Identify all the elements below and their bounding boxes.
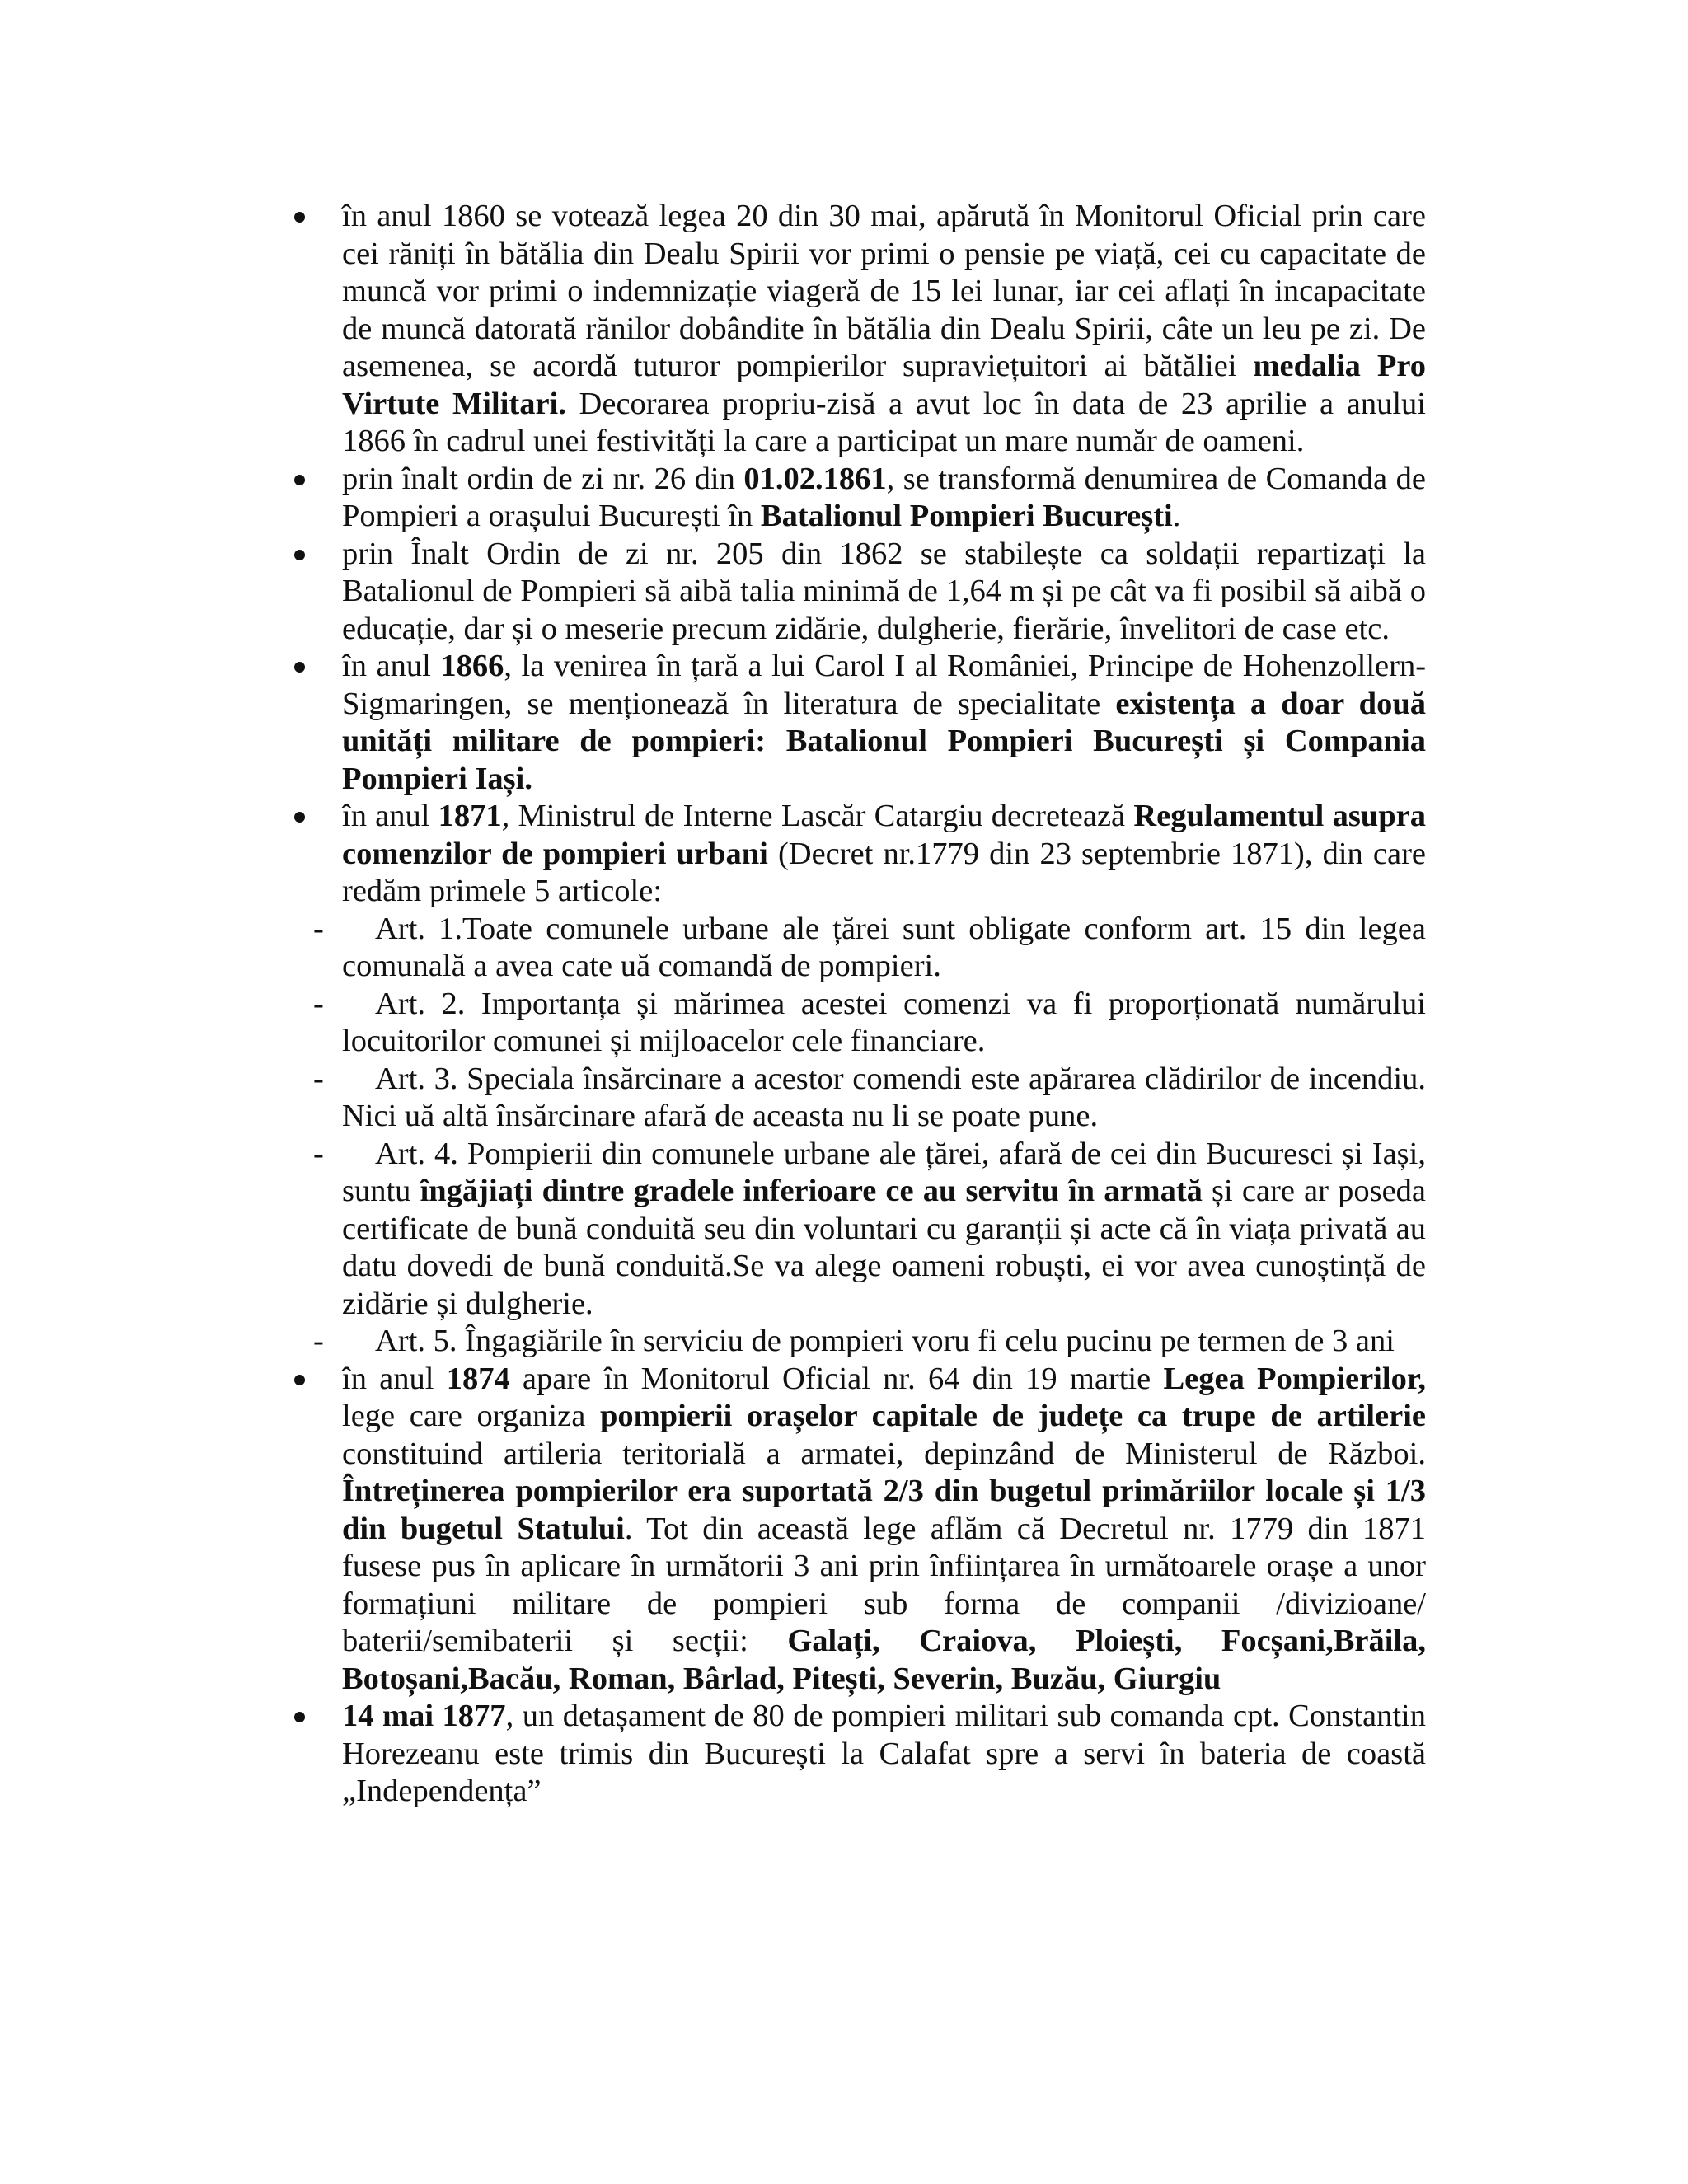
bullet-item (288, 198, 1426, 461)
text-run: constituind artileria teritorială a armatei, depinzând de Ministerul de Război. (342, 1436, 1426, 1471)
text-run: în anul 1860 se votează legea 20 din 30 mai, apărută în Monitorul Oficial prin care cei răniți în bătălia din Dealu Spirii vor primi o pensie pe viață, cei cu capacitate de muncă vor primi o indemnizație viageră de 15 lei lunar, iar cei aflați în incapacitate de muncă datorată rănilor dobândite în bătălia din Dealu Spirii, câte un leu pe zi. De asemenea, se acordă tuturor pompierilor supraviețuitori ai bătăliei (342, 199, 1426, 383)
bold-text: 14 mai 1877 (342, 1699, 506, 1733)
bold-text: îngăjiați dintre gradele inferioare ce au servitu în armată (420, 1174, 1203, 1208)
text-run: . Tot din această lege aflăm că Decretul nr. 1779 din 1871 fusese pus în aplicare în următorii 3 ani prin înființarea în următoarele orașe a unor formațiuni militare de pompieri sub forma de companii /divizioane/ baterii/semibaterii și secții: (342, 1511, 1426, 1658)
bold-text: Întreținerea pompierilor era suportată 2/3 din bugetul primăriilor locale și 1/3 din bugetul Statului (342, 1474, 1426, 1546)
bold-text: Legea Pompierilor, (1163, 1361, 1427, 1396)
text-run: în anul (342, 799, 438, 833)
dash-marker (313, 986, 346, 1024)
dash-marker (313, 1061, 346, 1099)
text-run: și care ar poseda certificate de bună conduită seu din voluntari cu garanții și acte că în viața privată au datu dovedi de bună conduită.Se va alege oameni robuști, ei vor avea cunoștință de zidărie și dulgherie. (342, 1174, 1426, 1321)
dash-marker (313, 1323, 346, 1361)
bullet-item (288, 536, 1426, 649)
bullet-item (288, 798, 1426, 911)
text-run: Art. 3. Speciala însărcinare a acestor comendi este apărarea clădirilor de incendiu. Nici uă altă însărcinare afară de aceasta nu li se poate pune. (342, 1061, 1426, 1133)
text-run: prin Înalt Ordin de zi nr. 205 din 1862 se stabilește ca soldații repartizați la Batalionul de Pompieri să aibă talia minimă de 1,64 m și pe cât va fi posibil să aibă o educație, dar și o meserie precum zidărie, dulgherie, fierărie, învelitori de case etc. (342, 536, 1426, 646)
bold-text: 1866 (440, 649, 504, 683)
bold-text: 1871 (438, 799, 502, 833)
bullet-item (288, 648, 1426, 798)
bold-text: Regulamentul asupra comenzilor de pompieri urbani (342, 799, 1426, 871)
article-item (288, 1061, 1426, 1136)
bold-text: medalia Pro Virtute Militari. (342, 349, 1426, 421)
article-item (288, 1136, 1426, 1324)
bold-text: Batalionul Pompieri București (760, 499, 1173, 533)
text-run: Art. 2. Importanța și mărimea acestei comenzi va fi proporționată numărului locuitorilor comunei și mijloacelor cele financiare. (342, 986, 1426, 1058)
bold-text: existența a doar două unități militare de pompieri: Batalionul Pompieri București și Compania Pompieri Iași. (342, 686, 1427, 796)
bold-text: pompierii orașelor capitale de județe ca trupe de artilerie (599, 1399, 1426, 1433)
text-run: prin înalt ordin de zi nr. 26 din (342, 461, 744, 496)
text-run: , un detașament de 80 de pompieri militari sub comanda cpt. Constantin Horezeanu este trimis din București la Calafat spre a servi în bateria de coastă „Independența” (342, 1699, 1426, 1808)
article-item (288, 911, 1426, 986)
article-item (288, 986, 1426, 1061)
text-run: Decorarea propriu-zisă a avut loc în data de 23 aprilie a anului 1866 în cadrul unei festivități la care a participat un mare număr de oameni. (342, 386, 1427, 458)
text-run: în anul (342, 649, 441, 683)
text-run: apare în Monitorul Oficial nr. 64 din 19 martie (509, 1361, 1164, 1396)
dash-marker (313, 911, 346, 949)
text-run: în anul (342, 1361, 447, 1396)
article-item (288, 1323, 1426, 1361)
text-run: lege care organiza (342, 1399, 600, 1433)
text-run: . (1172, 499, 1181, 533)
bullet-item (288, 461, 1426, 536)
text-run: (Decret nr.1779 din 23 septembrie 1871), din care redăm primele 5 articole: (342, 836, 1426, 908)
text-run: Art. 4. Pompierii din comunele urbane ale țărei, afară de cei din Bucuresci și Iași, suntu (342, 1136, 1426, 1208)
bullet-item (288, 1361, 1426, 1699)
bold-text: 1874 (446, 1361, 510, 1396)
bold-text: Galați, Craiova, Ploiești, Focșani,Brăila, Botoșani,Bacău, Roman, Bârlad, Pitești, Severin, Buzău, Giurgiu (342, 1624, 1426, 1696)
text-run: Art. 1.Toate comunele urbane ale țărei sunt obligate conform art. 15 din legea comunală a avea cate uă comandă de pompieri. (342, 911, 1426, 983)
history-list (288, 198, 1426, 1811)
dash-marker (313, 1136, 346, 1174)
text-run: , Ministrul de Interne Lascăr Catargiu decretează (501, 799, 1134, 833)
bullet-item (288, 1698, 1426, 1811)
bold-text: 01.02.1861 (743, 461, 887, 496)
text-run: , se transformă denumirea de Comanda de Pompieri a orașului București în (342, 461, 1426, 533)
text-run: , la venirea în țară a lui Carol I al României, Principe de Hohenzollern-Sigmaringen, se menționează în literatura de specialitate (342, 649, 1427, 721)
text-run: Art. 5. Îngagiările în serviciu de pompieri voru fi celu pucinu pe termen de 3 ani (375, 1324, 1395, 1358)
